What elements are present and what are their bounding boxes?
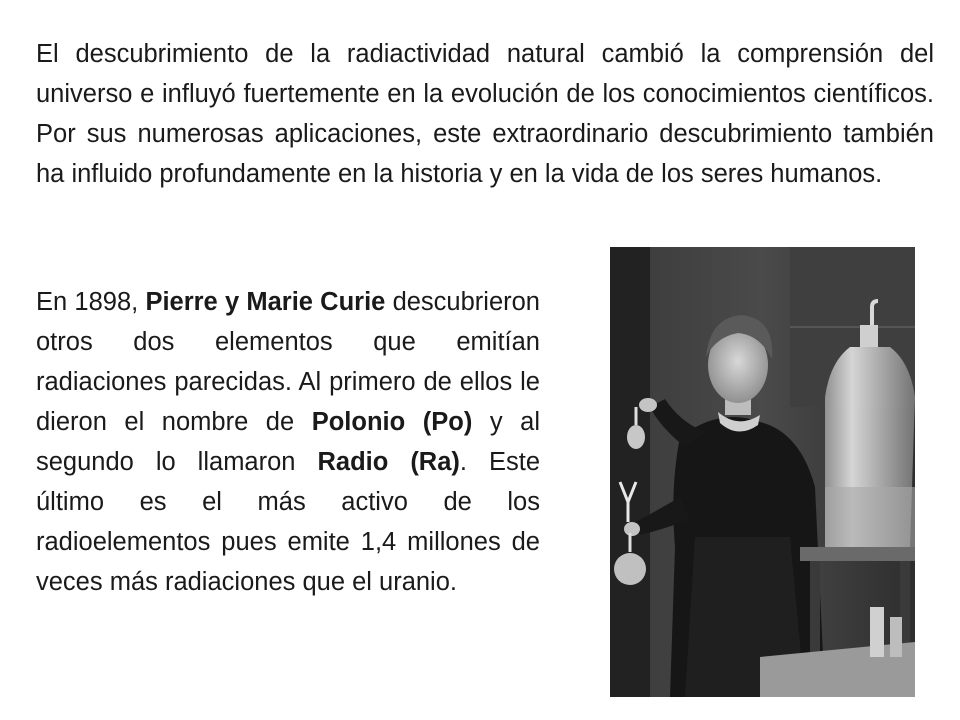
curie-text-3: y al segundo lo llamaron (36, 408, 540, 476)
curie-text-4: . Este último es el más activo de los radioelementos pues emite 1,4 millones de veces más radiaciones que el uranio. (36, 448, 541, 596)
photo-illustration (610, 247, 915, 697)
curie-paragraph (36, 282, 540, 602)
curie-text-1: En 1898, (36, 288, 146, 316)
curie-names: Pierre y Marie Curie (145, 288, 386, 316)
intro-paragraph: El descubrimiento de la radiactividad natural cambió la comprensión del universo e influyó fuertemente en la evolución de los conocimientos científicos. Por sus numerosas aplicaciones, este extraordinario descubrimiento también ha influido profundamente en la historia y en la vida de los seres humanos. (36, 40, 934, 188)
curie-text-2: descubrieron otros dos elementos que emitían radiaciones parecidas. Al primero de ellos le dieron el nombre de (36, 288, 540, 436)
marie-curie-photo (610, 247, 915, 697)
polonio-term: Polonio (Po) (311, 408, 473, 436)
radio-term: Radio (Ra) (317, 448, 460, 476)
